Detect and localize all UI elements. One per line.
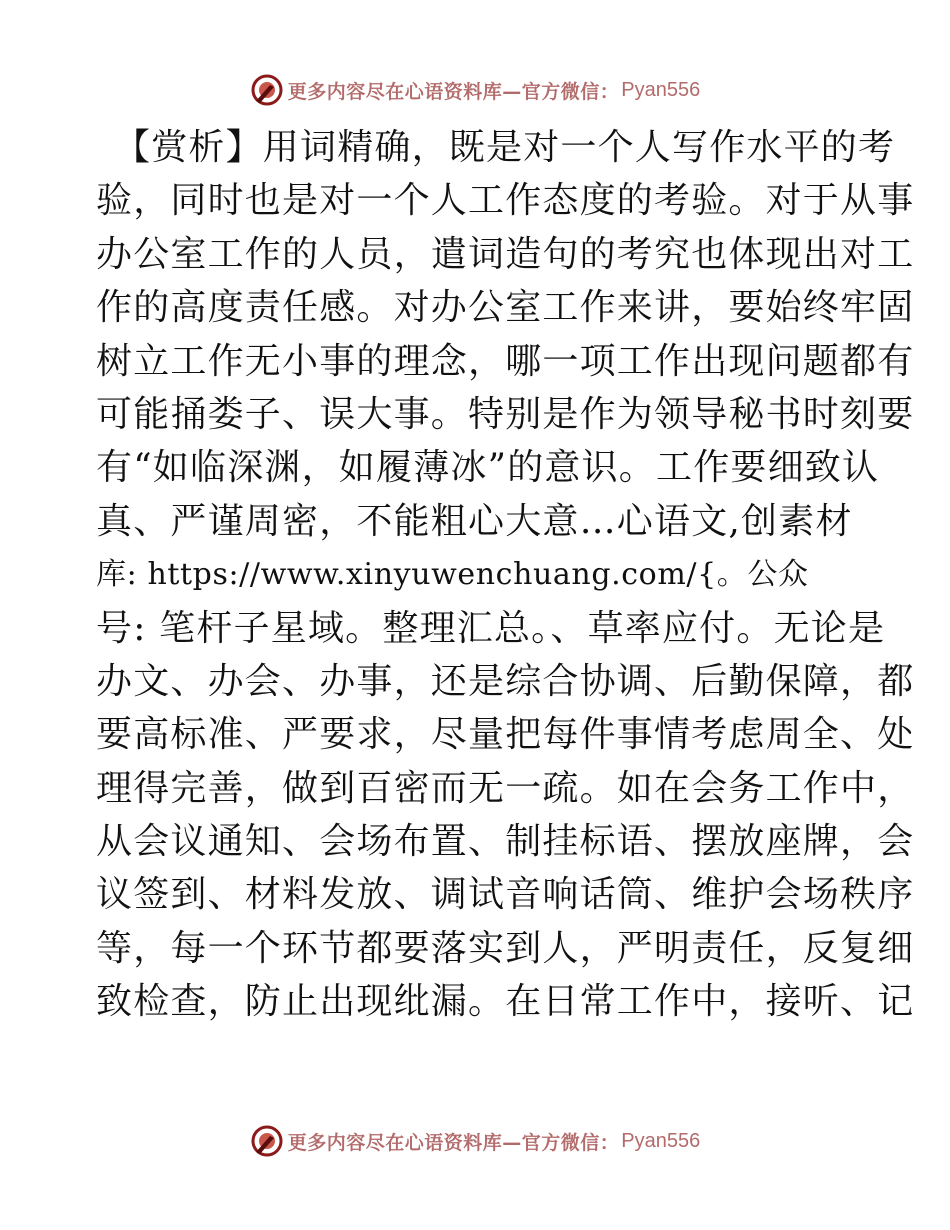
header-banner-text: 更多内容尽在心语资料库—官方微信： (287, 80, 620, 103)
text-line: 库: https://www.xinyuwenchuang.com/{。公众 (96, 557, 809, 593)
text-line: 从会议通知、会场布置、制挂标语、摆放座牌，会 (96, 821, 915, 863)
text-line: 【赏析】用词精确，既是对一个人写作水平的考 (114, 127, 896, 168)
logo-icon (250, 1124, 284, 1158)
text-line: 理得完善，做到百密而无一疏。如在会务工作中， (96, 767, 915, 809)
footer-banner-contact: Pyan556 (621, 1129, 701, 1152)
article-body (96, 121, 915, 1029)
text-line: 要高标准、严要求，尽量把每件事情考虑周全、处 (96, 714, 915, 756)
text-line: 等，每一个环节都要落实到人，严明责任，反复细 (96, 927, 915, 969)
footer-banner (0, 1121, 950, 1161)
footer-banner-text: 更多内容尽在心语资料库—官方微信： (287, 1131, 620, 1154)
logo-icon (250, 73, 284, 107)
text-line: 作的高度责任感。对办公室工作来讲，要始终牢固 (96, 287, 915, 329)
header-banner (0, 70, 950, 110)
text-line: 办文、办会、办事，还是综合协调、后勤保障，都 (96, 660, 915, 702)
text-line: 办公室工作的人员，遣词造句的考究也体现出对工 (96, 233, 915, 275)
text-line: 致检查，防止出现纰漏。在日常工作中，接听、记 (96, 981, 915, 1023)
text-line: 可能捅娄子、误大事。特别是作为领导秘书时刻要 (96, 393, 915, 435)
text-line: 验，同时也是对一个人工作态度的考验。对于从事 (96, 180, 915, 222)
text-line: 号: 笔杆子星域。整理汇总。、草率应付。无论是 (96, 607, 886, 649)
header-banner-contact: Pyan556 (621, 78, 701, 101)
text-line: 议签到、材料发放、调试音响话筒、维护会场秩序 (96, 874, 915, 916)
text-line: 有“如临深渊，如履薄冰”的意识。工作要细致认 (96, 447, 880, 489)
text-line: 真、严谨周密，不能粗心大意…心语文,创素材 (96, 500, 853, 542)
text-line: 树立工作无小事的理念，哪一项工作出现问题都有 (96, 340, 915, 382)
